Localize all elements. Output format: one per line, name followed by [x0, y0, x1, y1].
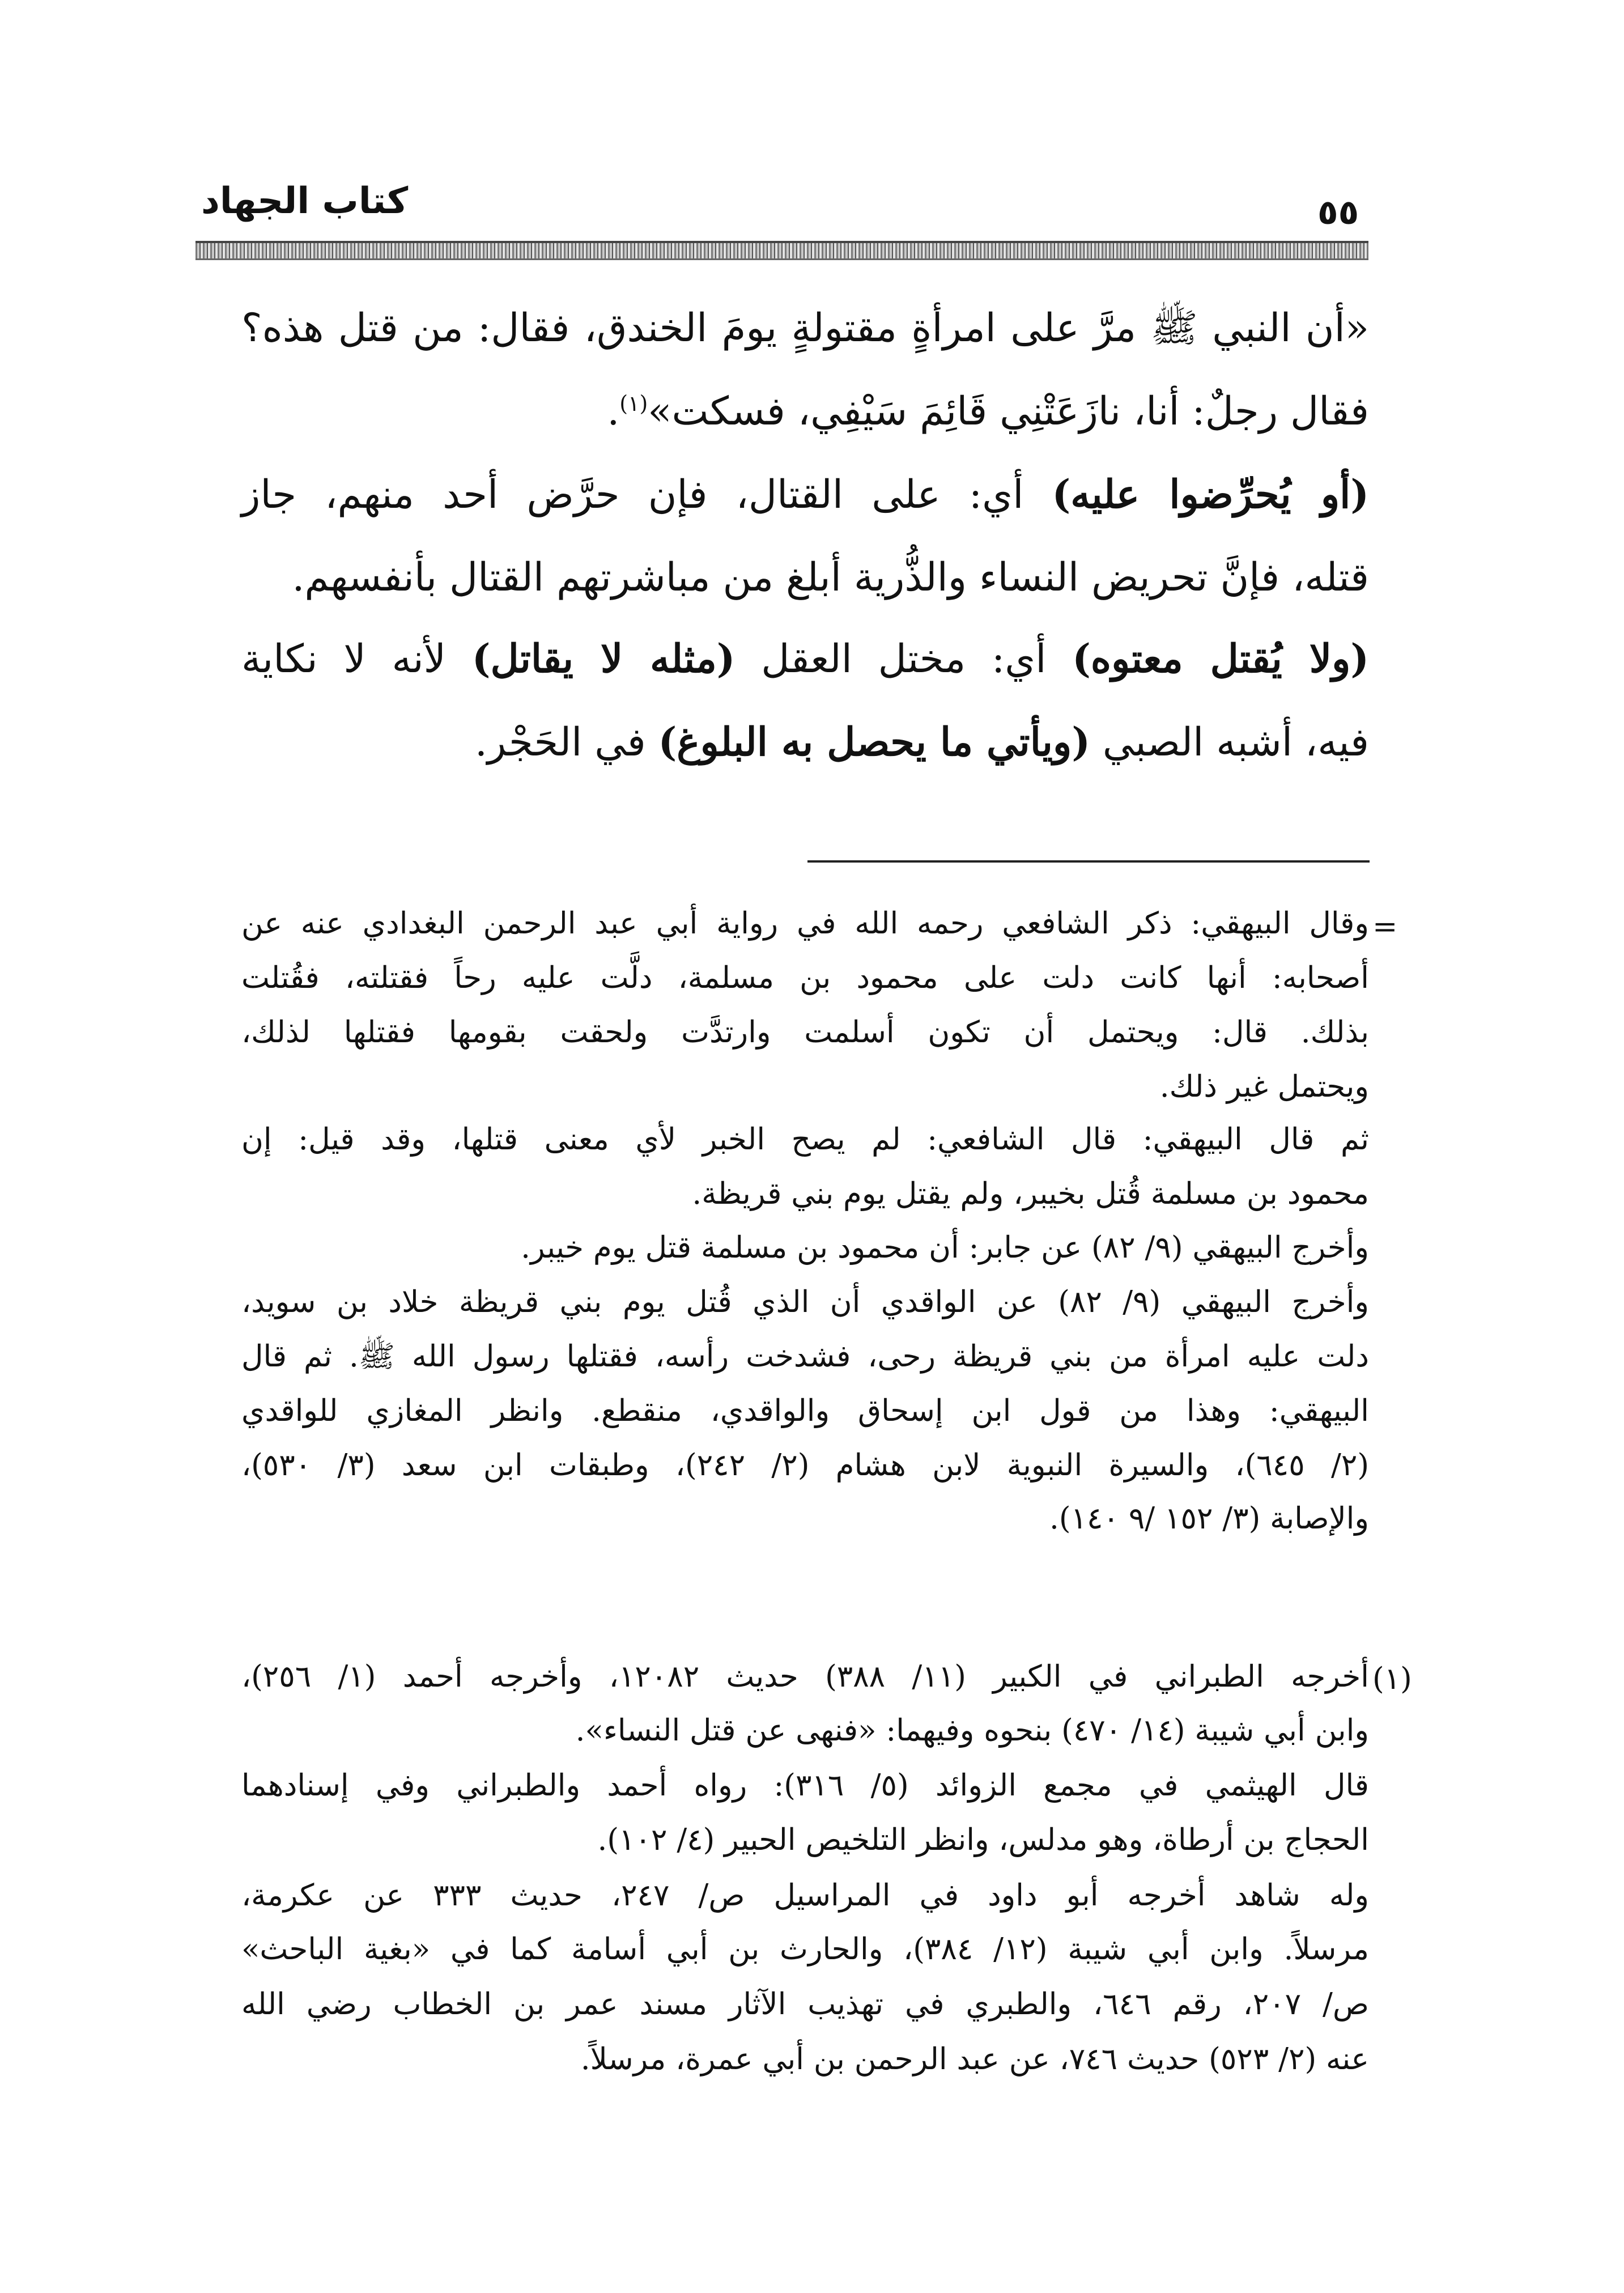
header-ornamental-rule	[195, 241, 1368, 260]
main-text-line: (أو يُحرِّضوا عليه) أي: على القتال، فإن حرَّض أحد منهم، جاز	[241, 472, 1369, 517]
footnote-line: وأخرج البيهقي (٩/ ٨٢) عن جابر: أن محمود بن مسلمة قتل يوم خيبر.	[521, 1230, 1369, 1265]
footnote-line: قال الهيثمي في مجمع الزوائد (٥/ ٣١٦): رواه أحمد والطبراني وفي إسنادهما	[241, 1768, 1369, 1803]
footnote-line: البيهقي: وهذا من قول ابن إسحاق والواقدي، منقطع. وانظر المغازي للواقدي	[241, 1394, 1369, 1428]
main-text-line: «أن النبي ﷺ مرَّ على امرأةٍ مقتولةٍ يومَ الخندق، فقال: من قتل هذه؟	[241, 305, 1369, 351]
footnote-line: أخرجه الطبراني في الكبير (١١/ ٣٨٨) حديث ١٢٠٨٢، وأخرجه أحمد (١/ ٢٥٦)،	[241, 1659, 1369, 1694]
footnote-line: دلت عليه امرأة من بني قريظة رحى، فشدخت رأسه، فقتلها رسول الله ﷺ. ثم قال	[241, 1339, 1369, 1374]
footnote-line: وابن أبي شيبة (١٤/ ٤٧٠) بنحوه وفيهما: «فنهى عن قتل النساء».	[575, 1713, 1369, 1748]
footnote-line: وله شاهد أخرجه أبو داود في المراسيل ص/ ٢٤٧، حديث ٣٣٣ عن عكرمة،	[241, 1878, 1369, 1913]
page-number: ٥٥	[1317, 193, 1359, 232]
footnote-line: مرسلاً. وابن أبي شيبة (١٢/ ٣٨٤)، والحارث بن أبي أسامة كما في «بغية الباحث»	[241, 1932, 1369, 1967]
main-text-line: فيه، أشبه الصبي (ويأتي ما يحصل به البلوغ) في الحَجْر.	[474, 719, 1369, 765]
footnote-line: عنه (٢/ ٥٢٣) حديث ٧٤٦، عن عبد الرحمن بن أبي عمرة، مرسلاً.	[580, 2042, 1369, 2077]
main-text-line: (ولا يُقتل معتوه) أي: مختل العقل (مثله لا يقاتل) لأنه لا نكاية	[241, 636, 1370, 682]
footnote-line: أصحابه: أنها كانت دلت على محمود بن مسلمة، دلَّت عليه رحاً فقتلته، فقُتلت	[241, 961, 1369, 995]
footnote-line: (٢/ ٦٤٥)، والسيرة النبوية لابن هشام (٢/ ٢٤٢)، وطبقات ابن سعد (٣/ ٥٣٠)،	[241, 1448, 1370, 1483]
footnote-line: وأخرج البيهقي (٩/ ٨٢) عن الواقدي أن الذي قُتل يوم بني قريظة خلاد بن سويد،	[241, 1285, 1369, 1319]
footnote-line: ص/ ٢٠٧، رقم ٦٤٦، والطبري في تهذيب الآثار مسند عمر بن الخطاب رضي الله	[241, 1987, 1369, 2022]
footnote-line: وقال البيهقي: ذكر الشافعي رحمه الله في رواية أبي عبد الرحمن البغدادي عنه عن	[241, 906, 1369, 941]
running-header-title: كتاب الجهاد	[201, 180, 409, 222]
footnote-line: والإصابة (٣/ ١٥٢ /٩ ١٤٠).	[1049, 1501, 1369, 1536]
main-text-line: قتله، فإنَّ تحريض النساء والذُّرية أبلغ من مباشرتهم القتال بأنفسهم.	[292, 555, 1369, 600]
footnote-line: ويحتمل غير ذلك.	[1159, 1069, 1369, 1104]
footnote-continuation-marker: =	[1372, 910, 1398, 944]
footnote-line: ثم قال البيهقي: قال الشافعي: لم يصح الخبر لأي معنى قتلها، وقد قيل: إن	[241, 1122, 1369, 1157]
main-text-line: فقال رجلٌ: أنا، نازَعَتْنِي قَائِمَ سَيْفِي، فسكت»$^{(١)}$.	[607, 389, 1369, 434]
footnote-line: الحجاج بن أرطاة، وهو مدلس، وانظر التلخيص الحبير (٤/ ١٠٢).	[597, 1823, 1369, 1857]
footnote-number-marker: (١)	[1372, 1662, 1412, 1696]
footnote-line: بذلك. قال: ويحتمل أن تكون أسلمت وارتدَّت ولحقت بقومها فقتلها لذلك،	[241, 1015, 1369, 1050]
footnote-separator	[807, 860, 1370, 863]
footnote-line: محمود بن مسلمة قُتل بخيبر، ولم يقتل يوم بني قريظة.	[692, 1177, 1369, 1211]
